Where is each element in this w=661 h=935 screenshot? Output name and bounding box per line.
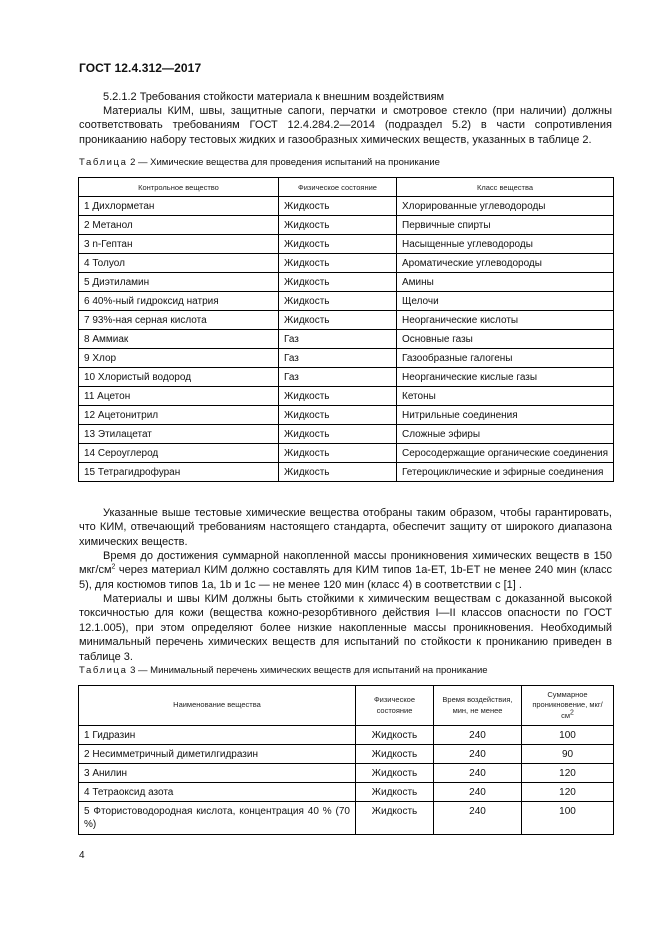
- table-cell: 14 Сероуглерод: [79, 444, 279, 463]
- table-cell: 12 Ацетонитрил: [79, 406, 279, 425]
- table-cell: Ароматические углеводороды: [397, 254, 614, 273]
- table-cell: Жидкость: [279, 292, 397, 311]
- table-cell: Жидкость: [279, 197, 397, 216]
- table-cell: 1 Гидразин: [79, 726, 356, 745]
- table2-header-class: Класс вещества: [397, 178, 614, 197]
- table-cell: Основные газы: [397, 330, 614, 349]
- table-cell: 120: [522, 783, 614, 802]
- table-cell: Нитрильные соединения: [397, 406, 614, 425]
- table-cell: 100: [522, 802, 614, 835]
- table-cell: Жидкость: [279, 216, 397, 235]
- table-cell: Сложные эфиры: [397, 425, 614, 444]
- table-row: [79, 235, 614, 254]
- table-cell: 7 93%-ная серная кислота: [79, 311, 279, 330]
- table-cell: 8 Аммиак: [79, 330, 279, 349]
- table-cell: Жидкость: [356, 745, 434, 764]
- table-row: [79, 764, 614, 783]
- body-paragraph-2-text-b: через материал КИМ должно составлять для КИМ типов 1а-ЕТ, 1b-ET не менее 240 мин (класс 5), для костюмов типов 1а, 1b и 1с — не менее 120 мин (класс 4) в соответствии с [1] .: [79, 564, 612, 591]
- table-cell: Первичные спирты: [397, 216, 614, 235]
- table3: [78, 685, 614, 835]
- table-row: [79, 406, 614, 425]
- table-row: [79, 273, 614, 292]
- table-cell: 15 Тетрагидрофуран: [79, 463, 279, 482]
- body-paragraph-2: [79, 549, 612, 592]
- table-cell: Газообразные галогены: [397, 349, 614, 368]
- table-cell: 100: [522, 726, 614, 745]
- table-cell: Жидкость: [356, 783, 434, 802]
- table-cell: Хлорированные углеводороды: [397, 197, 614, 216]
- table-cell: Жидкость: [356, 726, 434, 745]
- table-row: [79, 292, 614, 311]
- table-cell: 9 Хлор: [79, 349, 279, 368]
- table2-header-row: [79, 178, 614, 197]
- table-cell: 240: [434, 726, 522, 745]
- table2: [78, 177, 614, 482]
- table-cell: Насыщенные углеводороды: [397, 235, 614, 254]
- table3-caption-label: Таблица: [79, 665, 128, 676]
- table-row: [79, 726, 614, 745]
- table-cell: Газ: [279, 330, 397, 349]
- superscript: 2: [570, 709, 574, 717]
- section-title-text: 5.2.1.2 Требования стойкости материала к внешним воздействиям: [103, 91, 445, 103]
- table-cell: 3 Анилин: [79, 764, 356, 783]
- body-paragraph-1: [79, 506, 612, 549]
- table-cell: 90: [522, 745, 614, 764]
- table3-header-name: Наименование вещества: [79, 686, 356, 726]
- table-row: [79, 425, 614, 444]
- table-cell: Неорганические кислоты: [397, 311, 614, 330]
- table-cell: Жидкость: [279, 406, 397, 425]
- page-number: 4: [79, 850, 85, 861]
- table-cell: Газ: [279, 349, 397, 368]
- table-row: [79, 349, 614, 368]
- section-intro-text: Материалы КИМ, швы, защитные сапоги, перчатки и смотровое стекло (при наличии) должны соответствовать требованиям ГОСТ 12.4.284.2—2014 (подраздел 5.2) в части сопротивления проникаанию набору тестовых жидких и газообразных химических веществ, указанных в таблице 2.: [79, 105, 612, 146]
- table-cell: Жидкость: [279, 387, 397, 406]
- table-row: [79, 216, 614, 235]
- table-cell: Жидкость: [279, 463, 397, 482]
- table-cell: Жидкость: [356, 764, 434, 783]
- table-cell: 2 Метанол: [79, 216, 279, 235]
- body-paragraph-3: [79, 592, 612, 664]
- table-cell: 120: [522, 764, 614, 783]
- table-row: [79, 745, 614, 764]
- table-cell: 240: [434, 764, 522, 783]
- table-row: [79, 197, 614, 216]
- table-cell: 240: [434, 745, 522, 764]
- table-cell: Неорганические кислые газы: [397, 368, 614, 387]
- table-cell: Жидкость: [279, 444, 397, 463]
- table-row: [79, 444, 614, 463]
- table-cell: Гетероциклические и эфирные соединения: [397, 463, 614, 482]
- table-cell: 11 Ацетон: [79, 387, 279, 406]
- table-cell: 240: [434, 802, 522, 835]
- table-row: [79, 387, 614, 406]
- table-cell: 240: [434, 783, 522, 802]
- body-paragraph-2-text-a: Время до достижения суммарной накопленной массы проникновения химических веществ в 150 мкг/см: [79, 550, 612, 577]
- table-cell: 4 Толуол: [79, 254, 279, 273]
- table-row: [79, 311, 614, 330]
- table3-header-permeation: [522, 686, 614, 726]
- table-cell: Жидкость: [356, 802, 434, 835]
- table-row: [79, 368, 614, 387]
- table-cell: Жидкость: [279, 273, 397, 292]
- document-code-header: ГОСТ 12.4.312—2017: [79, 61, 202, 75]
- table-row: [79, 330, 614, 349]
- table2-header-state: Физическое состояние: [279, 178, 397, 197]
- table-cell: 4 Тетраоксид азота: [79, 783, 356, 802]
- table2-caption: [79, 157, 440, 168]
- table-cell: Кетоны: [397, 387, 614, 406]
- table-cell: Жидкость: [279, 425, 397, 444]
- table-cell: Жидкость: [279, 254, 397, 273]
- table3-caption: [79, 665, 488, 676]
- table-cell: 5 Диэтиламин: [79, 273, 279, 292]
- section-intro-paragraph: [79, 104, 612, 147]
- table2-caption-label: Таблица: [79, 157, 128, 168]
- table2-header-substance: Контрольное вещество: [79, 178, 279, 197]
- table-cell: Щелочи: [397, 292, 614, 311]
- table-cell: 5 Фтористоводородная кислота, концентрация 40 % (70 %): [79, 802, 356, 835]
- table2-caption-text: 2 — Химические вещества для проведения испытаний на проникание: [130, 157, 440, 168]
- section-title: [79, 90, 612, 104]
- body-paragraph-3-text: Материалы и швы КИМ должны быть стойкими к химическим веществам с доказанной высокой токсичностью для кожи (вещества кожно-резорбтивного действия I—II классов опасности по ГОСТ 12.1.005), при этом определяют более низкие накопленные массы проникновения. Необходимый минимальный перечень химических веществ для испытаний по стойкости к прониканию приведен в таблице 3.: [79, 593, 612, 663]
- table3-header-permeation-text: Суммарное проникновение, мкг/см: [532, 689, 603, 720]
- table-row: [79, 463, 614, 482]
- table3-caption-text: 3 — Минимальный перечень химических веществ для испытаний на проникание: [130, 665, 488, 676]
- table-cell: Амины: [397, 273, 614, 292]
- table-row: [79, 254, 614, 273]
- table-cell: 1 Дихлорметан: [79, 197, 279, 216]
- table3-header-row: [79, 686, 614, 726]
- table-row: [79, 802, 614, 835]
- table3-header-state: Физическое состояние: [356, 686, 434, 726]
- body-paragraph-1-text: Указанные выше тестовые химические вещества отобраны таким образом, чтобы гарантировать, что КИМ, отвечающий требованиям настоящего стандарта, обеспечит защиту от широкого диапазона химических веществ.: [79, 507, 612, 548]
- table-cell: Жидкость: [279, 311, 397, 330]
- table-cell: Газ: [279, 368, 397, 387]
- table-cell: 6 40%-ный гидроксид натрия: [79, 292, 279, 311]
- table-cell: Жидкость: [279, 235, 397, 254]
- table-row: [79, 783, 614, 802]
- table-cell: 10 Хлористый водород: [79, 368, 279, 387]
- table-cell: 13 Этилацетат: [79, 425, 279, 444]
- superscript: 2: [111, 563, 116, 571]
- table-cell: Серосодержащие органические соединения: [397, 444, 614, 463]
- table-cell: 2 Несимметричный диметилгидразин: [79, 745, 356, 764]
- table3-header-time: Время воздействия, мин, не менее: [434, 686, 522, 726]
- table-cell: 3 n-Гептан: [79, 235, 279, 254]
